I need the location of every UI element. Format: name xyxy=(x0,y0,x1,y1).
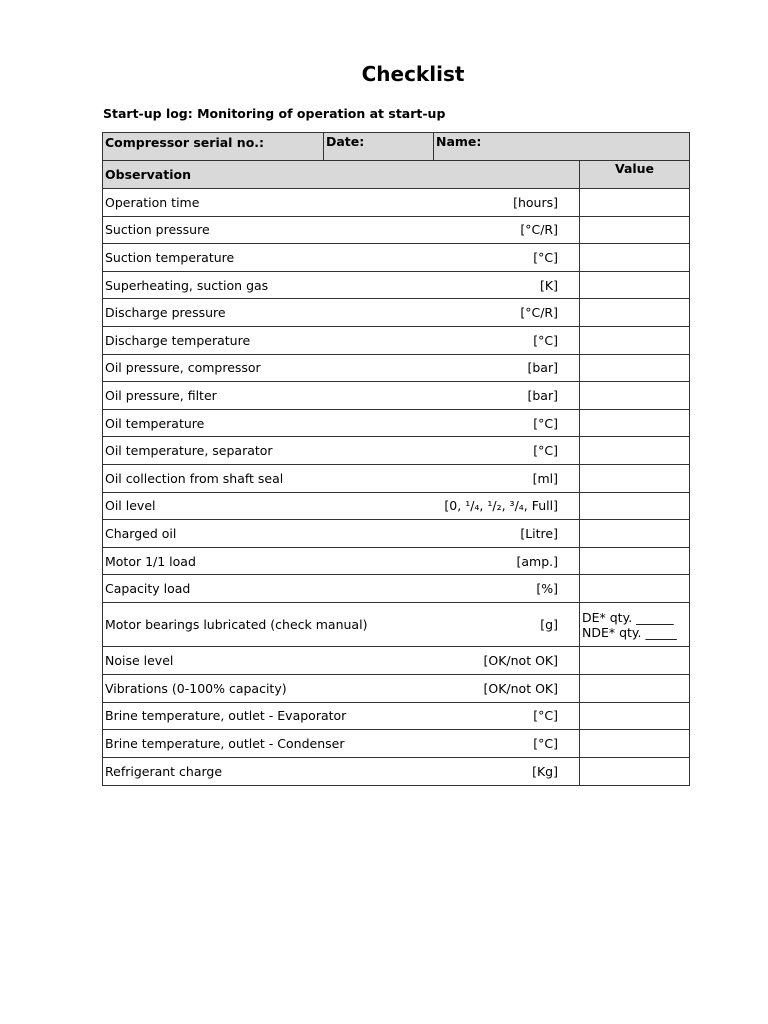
value-input-cell[interactable] xyxy=(580,675,689,702)
observation-unit: [°C] xyxy=(533,443,558,459)
table-row xyxy=(103,647,689,675)
value-input-cell[interactable] xyxy=(580,299,689,326)
observation-label: Suction temperature xyxy=(105,249,235,265)
observation-cell xyxy=(103,189,580,216)
value-input-cell[interactable] xyxy=(580,272,689,299)
value-line-text: DE* qty. ______ xyxy=(582,609,674,625)
observation-cell xyxy=(103,437,580,464)
observation-label: Discharge temperature xyxy=(105,332,251,348)
value-input-cell[interactable] xyxy=(580,382,689,409)
observation-unit: [°C] xyxy=(533,332,558,348)
observation-label: Suction pressure xyxy=(105,222,210,238)
table-row xyxy=(103,575,689,603)
observation-cell xyxy=(103,603,580,647)
observation-unit: [°C/R] xyxy=(520,305,558,321)
observation-unit: [hours] xyxy=(513,194,558,210)
table-row xyxy=(103,217,689,245)
observation-unit: [amp.] xyxy=(516,553,558,569)
table-row xyxy=(103,493,689,521)
observation-label: Superheating, suction gas xyxy=(105,277,269,293)
table-row xyxy=(103,603,689,648)
table-row xyxy=(103,355,689,383)
table-row xyxy=(103,410,689,438)
observation-label: Oil collection from shaft seal xyxy=(105,470,284,486)
observation-label: Capacity load xyxy=(105,581,191,597)
observation-label: Motor 1/1 load xyxy=(105,553,196,569)
observation-cell xyxy=(103,244,580,271)
observation-cell xyxy=(103,382,580,409)
value-input-cell[interactable] xyxy=(580,730,689,757)
observation-unit: [bar] xyxy=(527,360,558,376)
value-input-cell[interactable] xyxy=(580,327,689,354)
table-row xyxy=(103,437,689,465)
value-input-cell[interactable] xyxy=(580,189,689,216)
name-field[interactable]: Name: xyxy=(436,134,482,149)
observation-label: Oil temperature, separator xyxy=(105,443,273,459)
observation-unit: [g] xyxy=(540,617,558,633)
table-row xyxy=(103,520,689,548)
observation-cell xyxy=(103,465,580,492)
observation-cell xyxy=(103,575,580,602)
table-row xyxy=(103,465,689,493)
table-row xyxy=(103,244,689,272)
observation-unit: [°C] xyxy=(533,415,558,431)
column-header-row xyxy=(103,161,689,189)
value-input-cell[interactable] xyxy=(580,437,689,464)
table-row xyxy=(103,548,689,576)
value-input-cell[interactable] xyxy=(580,603,689,647)
observation-cell xyxy=(103,647,580,674)
value-input-cell[interactable] xyxy=(580,465,689,492)
date-field[interactable]: Date: xyxy=(324,133,434,160)
value-input-cell[interactable] xyxy=(580,217,689,244)
observation-label: Refrigerant charge xyxy=(105,764,223,780)
table-row xyxy=(103,730,689,758)
observation-unit: [°C] xyxy=(533,249,558,265)
observation-label: Brine temperature, outlet - Evaporator xyxy=(105,708,347,724)
table-row xyxy=(103,189,689,217)
table-row xyxy=(103,675,689,703)
observation-label: Motor bearings lubricated (check manual) xyxy=(105,617,368,633)
observation-cell xyxy=(103,410,580,437)
value-input-cell[interactable] xyxy=(580,758,689,786)
observation-cell xyxy=(103,217,580,244)
observation-unit: [0, ¹/₄, ¹/₂, ³/₄, Full] xyxy=(444,498,558,514)
value-input-cell[interactable] xyxy=(580,647,689,674)
observation-cell xyxy=(103,355,580,382)
checklist-table xyxy=(102,132,690,786)
observation-rows xyxy=(103,189,689,785)
value-input-cell[interactable] xyxy=(580,244,689,271)
observation-label: Oil temperature xyxy=(105,415,205,431)
value-input-cell[interactable] xyxy=(580,548,689,575)
page-subtitle: Start-up log: Monitoring of operation at start-up xyxy=(103,106,446,121)
observation-unit: [°C] xyxy=(533,735,558,751)
observation-unit: [bar] xyxy=(527,387,558,403)
observation-cell xyxy=(103,272,580,299)
value-input-cell[interactable] xyxy=(580,703,689,730)
table-row xyxy=(103,299,689,327)
value-input-cell[interactable] xyxy=(580,520,689,547)
observation-unit: [Litre] xyxy=(520,525,558,541)
observation-label: Noise level xyxy=(105,653,174,669)
observation-unit: [OK/not OK] xyxy=(483,653,558,669)
observation-label: Oil pressure, compressor xyxy=(105,360,261,376)
observation-cell xyxy=(103,758,580,786)
observation-unit: [°C/R] xyxy=(520,222,558,238)
observation-unit: [°C] xyxy=(533,708,558,724)
observation-label: Discharge pressure xyxy=(105,305,226,321)
observation-cell xyxy=(103,520,580,547)
observation-label: Vibrations (0-100% capacity) xyxy=(105,680,287,696)
serial-number-field[interactable]: Compressor serial no.: xyxy=(103,133,324,160)
observation-header: Observation xyxy=(103,161,580,188)
table-row xyxy=(103,382,689,410)
observation-cell xyxy=(103,327,580,354)
observation-unit: [ml] xyxy=(532,470,558,486)
observation-label: Oil level xyxy=(105,498,156,514)
observation-label: Operation time xyxy=(105,194,200,210)
observation-cell xyxy=(103,548,580,575)
observation-label: Brine temperature, outlet - Condenser xyxy=(105,735,345,751)
table-row xyxy=(103,758,689,786)
value-input-cell[interactable] xyxy=(580,355,689,382)
page-title: Checklist xyxy=(361,62,465,86)
observation-unit: [Kg] xyxy=(532,764,558,780)
observation-unit: [%] xyxy=(536,581,558,597)
value-input-cell[interactable] xyxy=(580,410,689,437)
observation-label: Oil pressure, filter xyxy=(105,387,217,403)
observation-cell xyxy=(103,299,580,326)
observation-label: Charged oil xyxy=(105,525,177,541)
value-header: Value xyxy=(580,161,689,188)
table-row xyxy=(103,703,689,731)
observation-cell xyxy=(103,493,580,520)
table-row xyxy=(103,272,689,300)
table-row xyxy=(103,327,689,355)
observation-unit: [OK/not OK] xyxy=(483,680,558,696)
value-line-text: NDE* qty. _____ xyxy=(582,624,677,640)
info-header-row xyxy=(103,133,689,161)
observation-unit: [K] xyxy=(540,277,558,293)
observation-cell xyxy=(103,730,580,757)
observation-cell xyxy=(103,703,580,730)
value-input-cell[interactable] xyxy=(580,575,689,602)
observation-cell xyxy=(103,675,580,702)
value-input-cell[interactable] xyxy=(580,493,689,520)
